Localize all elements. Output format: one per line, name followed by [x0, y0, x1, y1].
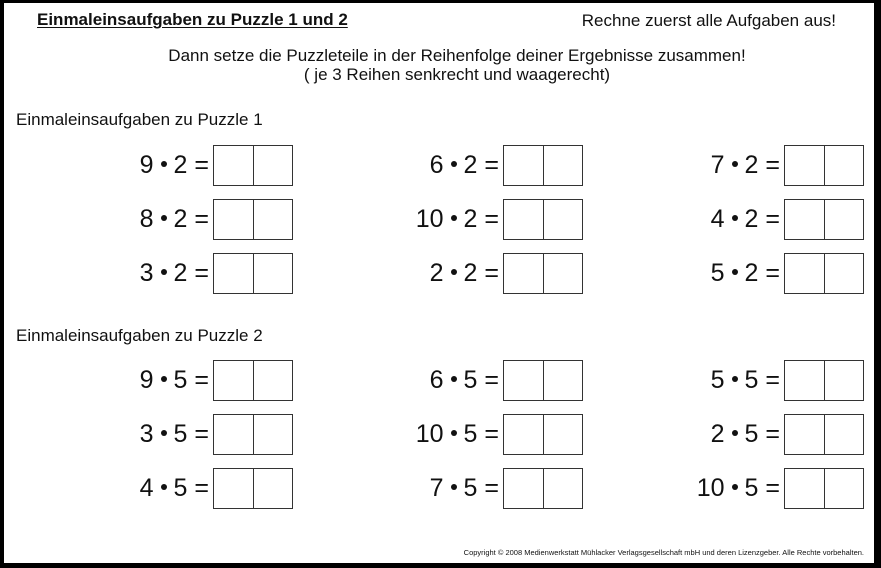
answer-box[interactable]	[784, 253, 864, 294]
factor-b: 5	[173, 474, 188, 502]
equals-sign: =	[194, 474, 209, 502]
answer-ones-cell[interactable]	[824, 254, 864, 293]
factor-b: 2	[463, 151, 478, 179]
answer-ones-cell[interactable]	[543, 415, 583, 454]
hint-text: Rechne zuerst alle Aufgaben aus!	[581, 11, 836, 30]
answer-ones-cell[interactable]	[824, 146, 864, 185]
answer-ones-cell[interactable]	[543, 200, 583, 239]
equals-sign: =	[765, 366, 780, 394]
factor-a: 3	[139, 420, 154, 448]
factor-a: 6	[429, 366, 444, 394]
answer-tens-cell[interactable]	[504, 415, 543, 454]
task-expression	[140, 414, 209, 455]
task-expression	[140, 145, 209, 186]
answer-box[interactable]	[213, 414, 293, 455]
factor-a: 10	[696, 474, 725, 502]
answer-tens-cell[interactable]	[214, 254, 253, 293]
multiplication-task	[63, 414, 293, 455]
multiply-dot-icon	[451, 376, 457, 382]
factor-a: 7	[429, 474, 444, 502]
answer-ones-cell[interactable]	[543, 254, 583, 293]
task-expression	[430, 468, 499, 509]
answer-ones-cell[interactable]	[824, 469, 864, 508]
worksheet-title	[37, 10, 354, 30]
multiply-dot-icon	[732, 430, 738, 436]
task-expression	[711, 253, 780, 294]
answer-box[interactable]	[213, 145, 293, 186]
answer-box[interactable]	[503, 360, 583, 401]
factor-b: 5	[173, 366, 188, 394]
multiplication-task	[63, 145, 293, 186]
multiply-dot-icon	[732, 376, 738, 382]
answer-tens-cell[interactable]	[504, 469, 543, 508]
answer-tens-cell[interactable]	[214, 415, 253, 454]
multiply-dot-icon	[161, 430, 167, 436]
equals-sign: =	[194, 205, 209, 233]
instruction-line-2: ( je 3 Reihen senkrecht und waagerecht)	[303, 65, 611, 84]
multiplication-task	[63, 253, 293, 294]
task-expression	[140, 199, 209, 240]
answer-tens-cell[interactable]	[214, 469, 253, 508]
equals-sign: =	[765, 420, 780, 448]
multiplication-task	[353, 468, 583, 509]
answer-box[interactable]	[784, 145, 864, 186]
answer-box[interactable]	[503, 145, 583, 186]
answer-ones-cell[interactable]	[253, 200, 293, 239]
answer-box[interactable]	[784, 414, 864, 455]
answer-box[interactable]	[784, 360, 864, 401]
equals-sign: =	[484, 259, 499, 287]
factor-b: 5	[463, 474, 478, 502]
multiplication-task	[634, 253, 864, 294]
factor-a: 7	[710, 151, 725, 179]
multiply-dot-icon	[161, 376, 167, 382]
multiply-dot-icon	[451, 215, 457, 221]
factor-a: 6	[429, 151, 444, 179]
answer-ones-cell[interactable]	[543, 469, 583, 508]
answer-ones-cell[interactable]	[824, 200, 864, 239]
multiply-dot-icon	[161, 161, 167, 167]
answer-tens-cell[interactable]	[504, 361, 543, 400]
multiplication-task	[634, 414, 864, 455]
multiplication-task	[63, 360, 293, 401]
equals-sign: =	[484, 366, 499, 394]
task-expression	[430, 253, 499, 294]
multiplication-task	[353, 360, 583, 401]
task-expression	[430, 145, 499, 186]
answer-box[interactable]	[784, 468, 864, 509]
answer-tens-cell[interactable]	[504, 254, 543, 293]
answer-ones-cell[interactable]	[543, 146, 583, 185]
factor-a: 5	[710, 259, 725, 287]
equals-sign: =	[484, 474, 499, 502]
task-expression	[416, 414, 499, 455]
answer-tens-cell[interactable]	[214, 200, 253, 239]
multiply-dot-icon	[732, 161, 738, 167]
instruction-line-1: Dann setze die Puzzleteile in der Reihenfolge deiner Ergebnisse zusammen!	[168, 46, 746, 65]
factor-a: 9	[139, 366, 154, 394]
factor-a: 10	[415, 205, 444, 233]
task-expression	[140, 253, 209, 294]
answer-tens-cell[interactable]	[785, 415, 824, 454]
answer-ones-cell[interactable]	[253, 146, 293, 185]
factor-b: 5	[744, 474, 759, 502]
answer-box[interactable]	[503, 414, 583, 455]
factor-b: 2	[173, 151, 188, 179]
task-expression	[711, 145, 780, 186]
answer-box[interactable]	[784, 199, 864, 240]
equals-sign: =	[484, 151, 499, 179]
equals-sign: =	[194, 366, 209, 394]
multiplication-task	[353, 145, 583, 186]
multiplication-task	[634, 145, 864, 186]
worksheet-page	[4, 3, 874, 563]
factor-b: 2	[173, 259, 188, 287]
answer-tens-cell[interactable]	[214, 146, 253, 185]
multiply-dot-icon	[161, 215, 167, 221]
factor-b: 2	[463, 259, 478, 287]
answer-ones-cell[interactable]	[543, 361, 583, 400]
equals-sign: =	[484, 420, 499, 448]
task-expression	[430, 360, 499, 401]
answer-ones-cell[interactable]	[253, 361, 293, 400]
answer-box[interactable]	[213, 468, 293, 509]
factor-b: 5	[744, 420, 759, 448]
factor-a: 5	[710, 366, 725, 394]
answer-box[interactable]	[213, 360, 293, 401]
answer-ones-cell[interactable]	[824, 361, 864, 400]
multiply-dot-icon	[732, 215, 738, 221]
answer-tens-cell[interactable]	[785, 469, 824, 508]
answer-ones-cell[interactable]	[253, 469, 293, 508]
answer-ones-cell[interactable]	[253, 415, 293, 454]
factor-b: 2	[173, 205, 188, 233]
factor-b: 2	[744, 205, 759, 233]
factor-a: 10	[415, 420, 444, 448]
factor-b: 5	[463, 366, 478, 394]
answer-tens-cell[interactable]	[214, 361, 253, 400]
multiplication-task	[353, 199, 583, 240]
multiplication-task	[63, 468, 293, 509]
factor-b: 5	[744, 366, 759, 394]
equals-sign: =	[194, 151, 209, 179]
answer-tens-cell[interactable]	[785, 254, 824, 293]
section-title-puzzle-1: Einmaleinsaufgaben zu Puzzle 1	[16, 110, 263, 129]
multiplication-task	[634, 360, 864, 401]
answer-tens-cell[interactable]	[785, 200, 824, 239]
factor-b: 5	[173, 420, 188, 448]
equals-sign: =	[765, 474, 780, 502]
multiplication-task	[634, 468, 864, 509]
multiply-dot-icon	[451, 484, 457, 490]
factor-b: 5	[463, 420, 478, 448]
factor-a: 8	[139, 205, 154, 233]
factor-a: 2	[429, 259, 444, 287]
answer-box[interactable]	[503, 199, 583, 240]
equals-sign: =	[194, 259, 209, 287]
equals-sign: =	[484, 205, 499, 233]
task-expression	[711, 414, 780, 455]
factor-b: 2	[744, 151, 759, 179]
factor-a: 9	[139, 151, 154, 179]
multiplication-task	[63, 199, 293, 240]
task-expression	[697, 468, 780, 509]
task-expression	[140, 360, 209, 401]
answer-ones-cell[interactable]	[824, 415, 864, 454]
answer-tens-cell[interactable]	[504, 200, 543, 239]
factor-b: 2	[463, 205, 478, 233]
multiply-dot-icon	[451, 269, 457, 275]
multiply-dot-icon	[451, 430, 457, 436]
answer-box[interactable]	[503, 468, 583, 509]
task-expression	[711, 360, 780, 401]
equals-sign: =	[765, 205, 780, 233]
answer-box[interactable]	[213, 199, 293, 240]
equals-sign: =	[765, 259, 780, 287]
multiply-dot-icon	[732, 484, 738, 490]
answer-tens-cell[interactable]	[785, 146, 824, 185]
answer-tens-cell[interactable]	[785, 361, 824, 400]
task-expression	[711, 199, 780, 240]
task-expression	[416, 199, 499, 240]
answer-box[interactable]	[503, 253, 583, 294]
copyright-notice: Copyright © 2008 Medienwerkstatt Mühlacker Verlagsgesellschaft mbH und deren Lizenzgeber. Alle Rechte vorbehalten.	[463, 548, 864, 557]
factor-a: 4	[710, 205, 725, 233]
multiply-dot-icon	[732, 269, 738, 275]
multiply-dot-icon	[161, 269, 167, 275]
answer-box[interactable]	[213, 253, 293, 294]
equals-sign: =	[765, 151, 780, 179]
worksheet-title-text: Einmaleinsaufgaben zu Puzzle 1 und 2	[37, 10, 348, 29]
answer-ones-cell[interactable]	[253, 254, 293, 293]
factor-a: 3	[139, 259, 154, 287]
factor-a: 4	[139, 474, 154, 502]
task-expression	[140, 468, 209, 509]
multiply-dot-icon	[451, 161, 457, 167]
multiplication-task	[634, 199, 864, 240]
multiplication-task	[353, 253, 583, 294]
multiplication-task	[353, 414, 583, 455]
equals-sign: =	[194, 420, 209, 448]
answer-tens-cell[interactable]	[504, 146, 543, 185]
multiply-dot-icon	[161, 484, 167, 490]
section-title-puzzle-2: Einmaleinsaufgaben zu Puzzle 2	[16, 326, 263, 345]
factor-a: 2	[710, 420, 725, 448]
factor-b: 2	[744, 259, 759, 287]
